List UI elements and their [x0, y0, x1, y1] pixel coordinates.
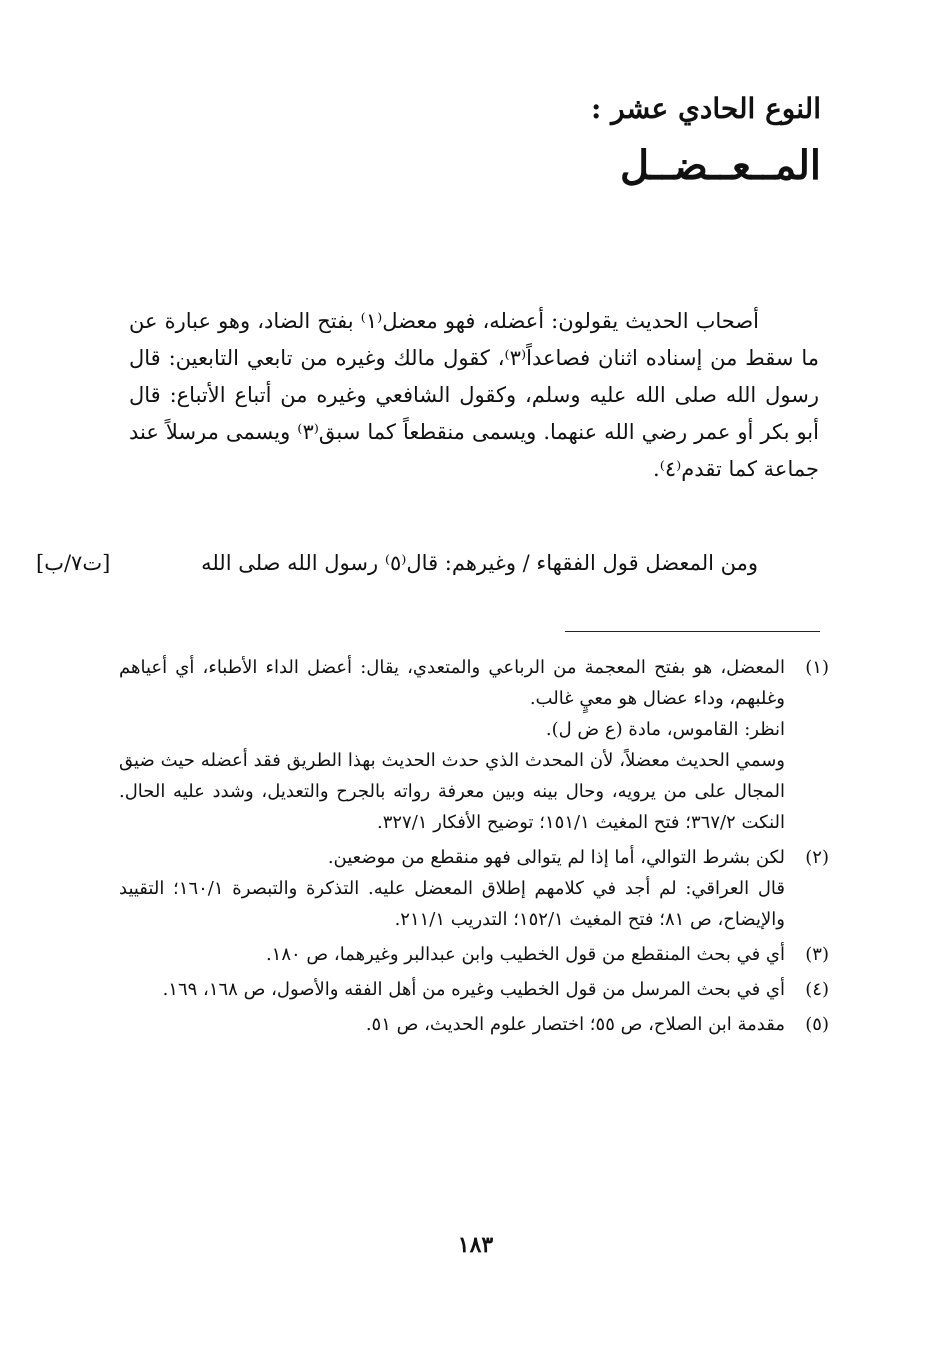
footnote-text: قال العراقي: لم أجد في كلامهم إطلاق المعضل عليه. التذكرة والتبصرة ١٦٠/١؛ التقييد والإيضاح، ص ٨١؛ فتح المغيث ١٥٢/١؛ التدريب ٢١١/١. [119, 878, 785, 930]
footnote-text: مقدمة ابن الصلاح، ص ٥٥؛ اختصار علوم الحديث، ص ٥١. [365, 1014, 785, 1035]
main-text-continuation [36, 545, 758, 582]
chapter-title: المــعــضــل [619, 142, 821, 189]
footnote-text: انظر: القاموس، مادة (ع ض ل). [545, 719, 785, 740]
footnote-number: (٣) [805, 944, 829, 965]
footnote-number: (٥) [805, 1014, 829, 1035]
footnote-body [119, 842, 785, 935]
footnote [119, 974, 829, 1005]
footnote-text: وسمي الحديث معضلاً، لأن المحدث الذي حدث الحديث بهذا الطريق فقد أعضله حيث ضيق المجال على من يرويه، وحال بينه وبين معرفة رواته بالجرح والتعديل، وشدد عليه الحال. النكت ٣٦٧/٢؛ فتح المغيث ١٥١/١؛ توضيح الأفكار ٣٢٧/١. [119, 750, 785, 833]
footnote [119, 842, 829, 935]
footnote [119, 1009, 829, 1040]
footnote-body [119, 1009, 785, 1040]
footnotes [119, 652, 829, 1044]
chapter-heading: النوع الحادي عشر : [591, 92, 821, 125]
continuation-text: ومن المعضل قول الفقهاء / وغيرهم: قال⁽٥⁾ رسول الله صلى الله [201, 551, 758, 575]
footnote-body [119, 974, 785, 1005]
footnote-text: أي في بحث المرسل من قول الخطيب وغيره من أهل الفقه والأصول، ص ١٦٨، ١٦٩. [162, 979, 785, 1000]
footnote-text: المعضل، هو بفتح المعجمة من الرباعي والمتعدي، يقال: أعضل الداء الأطباء، أي أعياهم وغلبهم، وداء عضال هو معيٍ غالب. [119, 657, 785, 709]
footnote-number: (٢) [805, 847, 829, 868]
main-text [129, 303, 819, 488]
footnote-separator [565, 631, 820, 632]
footnote-body [119, 939, 785, 970]
page-number: ١٨٣ [457, 1232, 494, 1258]
footnote-body [119, 652, 785, 838]
footnote [119, 939, 829, 970]
main-paragraph: أصحاب الحديث يقولون: أعضله، فهو معضل⁽١⁾ بفتح الضاد، وهو عبارة عن ما سقط من إسناده اثنان فصاعداً⁽٣⁾، كقول مالك وغيره من تابعي التابعين: قال رسول الله صلى الله عليه وسلم، وكقول الشافعي وغيره من أتباع الأتباع: قال أبو بكر أو عمر رضي الله عنهما. ويسمى منقطعاً كما سبق⁽٣⁾ ويسمى مرسلاً عند جماعة كما تقدم⁽٤⁾. [129, 309, 819, 481]
footnote-text: أي في بحث المنقطع من قول الخطيب وابن عبدالبر وغيرهما، ص ١٨٠. [265, 944, 785, 965]
footnote-number: (١) [805, 657, 829, 678]
footnote-text: لكن بشرط التوالي، أما إذا لم يتوالى فهو منقطع من موضعين. [327, 847, 785, 868]
manuscript-marker: [ت٧/ب] [36, 551, 111, 575]
footnote-number: (٤) [805, 979, 829, 1000]
footnote [119, 652, 829, 838]
